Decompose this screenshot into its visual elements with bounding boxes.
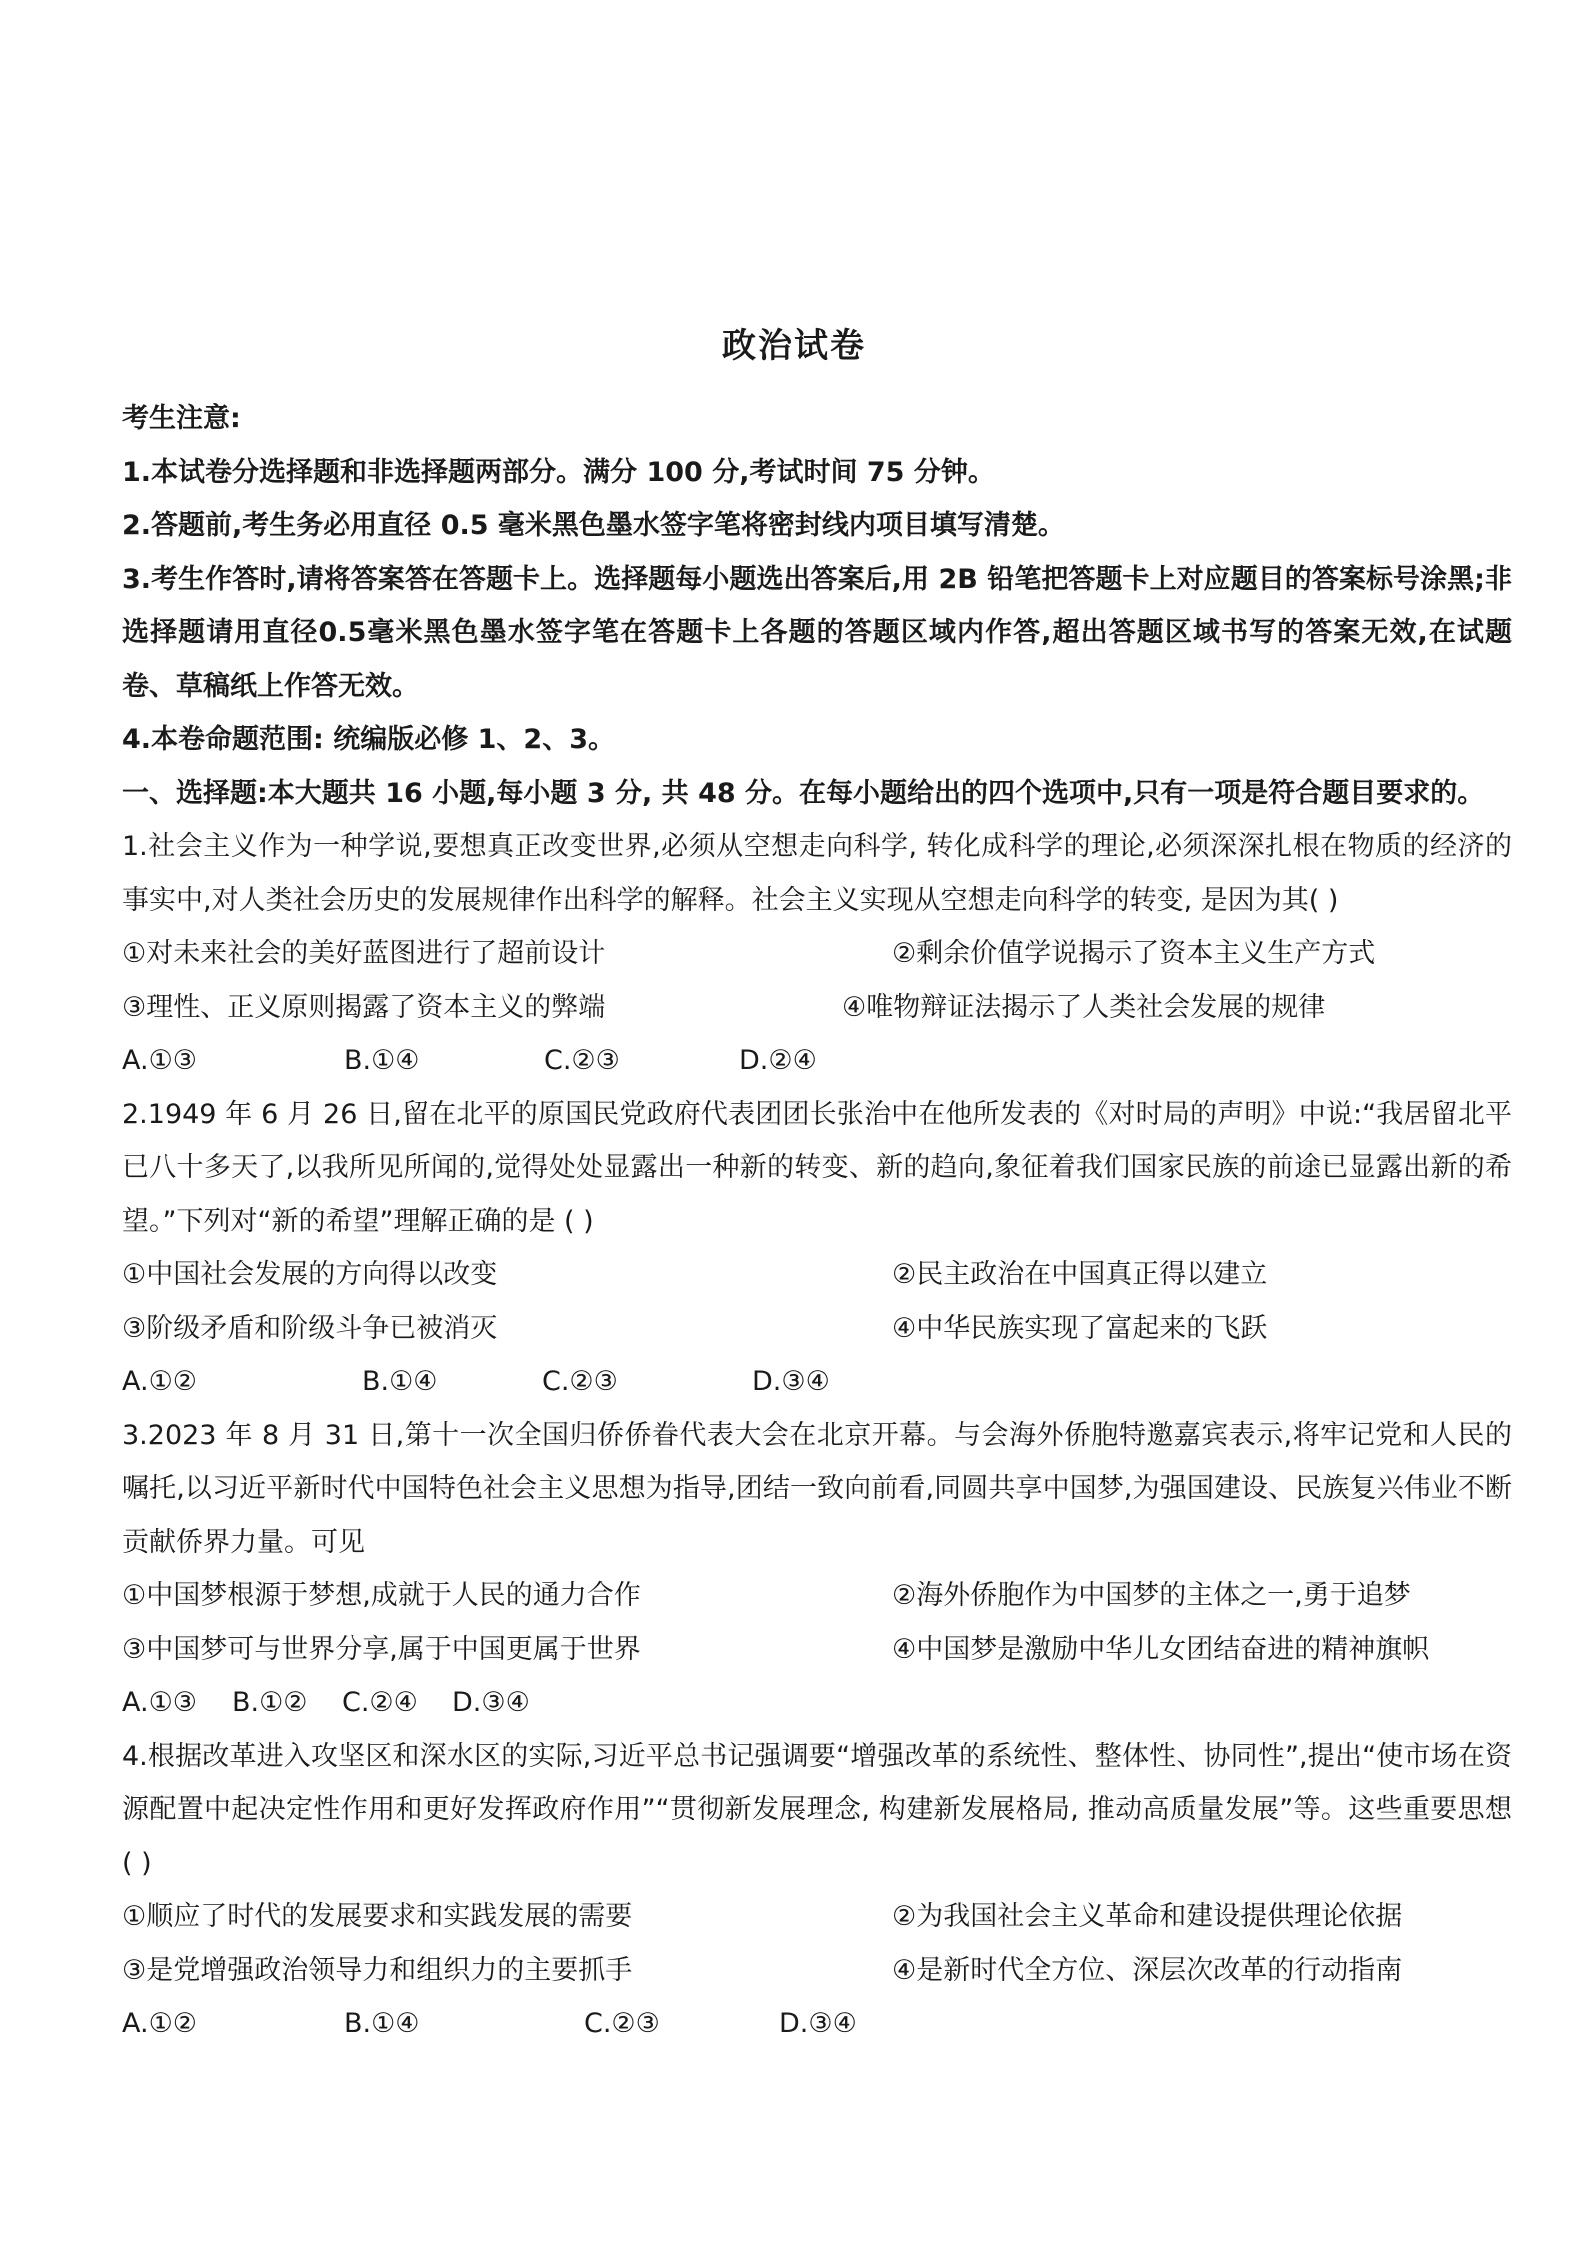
- option-text: ②民主政治在中国真正得以建立: [892, 1259, 1268, 1290]
- answer-choices: [122, 1997, 1512, 2051]
- option-text: ③中国梦可与世界分享,属于中国更属于世界: [122, 1633, 641, 1665]
- notice-item: 2.答题前,考生务必用直径 0.5 毫米黑色墨水签字笔将密封线内项目填写清楚。: [122, 510, 1065, 541]
- option-text: ④唯物辩证法揭示了人类社会发展的规律: [842, 991, 1326, 1023]
- question-stem: 4.根据改革进入攻坚区和深水区的实际,习近平总书记强调要“增强改革的系统性、整体性、协同性”,提出“使市场在资源配置中起决定性作用和更好发挥政府作用”“贯彻新发展理念, 构建新发展格局, 推动高质量发展”等。这些重要思想 ( ): [122, 1740, 1512, 1879]
- page-title: 政治试卷: [722, 326, 866, 366]
- answer-choices: [122, 1355, 1512, 1409]
- option-row: [122, 1623, 1512, 1677]
- option-text: ③是党增强政治领导力和组织力的主要抓手: [122, 1954, 633, 1986]
- question-stem: 3.2023 年 8 月 31 日,第十一次全国归侨侨眷代表大会在北京开幕。与会海外侨胞特邀嘉宾表示,将牢记党和人民的嘱托,以习近平新时代中国特色社会主义思想为指导,团结一致向前看,同圆共享中国梦,为强国建设、民族复兴伟业不断贡献侨界力量。可见: [122, 1419, 1512, 1558]
- answer-choice-c[interactable]: C.②③: [542, 1366, 618, 1397]
- question-2: [122, 1088, 1512, 1409]
- option-row: [122, 1302, 1512, 1356]
- option-text: ④中华民族实现了富起来的飞跃: [892, 1312, 1268, 1344]
- answer-choice-a[interactable]: A.①②: [122, 1366, 197, 1397]
- notice-item: 1.本试卷分选择题和非选择题两部分。满分 100 分,考试时间 75 分钟。: [122, 456, 995, 488]
- option-text: ②为我国社会主义革命和建设提供理论依据: [892, 1901, 1403, 1932]
- question-stem: 1.社会主义作为一种学说,要想真正改变世界,必须从空想走向科学, 转化成科学的理论,必须深深扎根在物质的经济的事实中,对人类社会历史的发展规律作出科学的解释。社会主义实现从空想走向科学的转变, 是因为其( ): [122, 831, 1512, 916]
- option-text: ④中国梦是激励中华儿女团结奋进的精神旗帜: [892, 1633, 1430, 1665]
- option-text: ②海外侨胞作为中国梦的主体之一,勇于追梦: [892, 1580, 1411, 1611]
- answer-choice-d[interactable]: D.③④: [779, 2008, 857, 2039]
- answer-choice-b[interactable]: B.①④: [344, 1045, 420, 1076]
- notice-block: [122, 392, 1512, 767]
- answer-choice-a[interactable]: A.①②: [122, 2008, 197, 2039]
- answer-choice-d[interactable]: D.③④: [452, 1687, 530, 1718]
- answer-choice-d[interactable]: D.③④: [752, 1366, 830, 1397]
- option-row: [122, 981, 1512, 1035]
- option-row: [122, 927, 1512, 981]
- option-row: [122, 1890, 1512, 1944]
- option-row: [122, 1944, 1512, 1998]
- question-3: [122, 1409, 1512, 1730]
- answer-choice-b[interactable]: B.①④: [362, 1366, 438, 1397]
- exam-content: [122, 340, 1512, 2051]
- option-text: ②剩余价值学说揭示了资本主义生产方式: [892, 938, 1376, 969]
- question-stem: 2.1949 年 6 月 26 日,留在北平的原国民党政府代表团团长张治中在他所发表的《对时局的声明》中说:“我居留北平已八十多天了,以我所见所闻的,觉得处处显露出一种新的转变、新的趋向,象征着我们国家民族的前途已显露出新的希望。”下列对“新的希望”理解正确的是 ( ): [122, 1098, 1512, 1237]
- answer-choice-b[interactable]: B.①②: [232, 1687, 308, 1718]
- answer-choices: [122, 1034, 1512, 1088]
- answer-choice-c[interactable]: C.②③: [584, 2008, 660, 2039]
- question-4: [122, 1730, 1512, 2051]
- option-row: [122, 1569, 1512, 1623]
- section-heading: 一、选择题:本大题共 16 小题,每小题 3 分, 共 48 分。在每小题给出的四个选项中,只有一项是符合题目要求的。: [122, 777, 1485, 809]
- notice-item: 4.本卷命题范围: 统编版必修 1、2、3。: [122, 724, 615, 755]
- answer-choice-a[interactable]: A.①③: [122, 1045, 197, 1076]
- option-text: ④是新时代全方位、深层次改革的行动指南: [892, 1954, 1403, 1986]
- notice-item: 3.考生作答时,请将答案答在答题卡上。选择题每小题选出答案后,用 2B 铅笔把答题卡上对应题目的答案标号涂黑;非选择题请用直径0.5毫米黑色墨水签字笔在答题卡上各题的答题区域内作答,超出答题区域书写的答案无效,在试题卷、草稿纸上作答无效。: [122, 563, 1512, 702]
- option-text: ①中国社会发展的方向得以改变: [122, 1259, 498, 1290]
- answer-choices: [122, 1676, 1512, 1730]
- question-1: [122, 820, 1512, 1088]
- answer-choice-a[interactable]: A.①③: [122, 1687, 197, 1718]
- option-text: ③理性、正义原则揭露了资本主义的弊端: [122, 991, 606, 1023]
- notice-heading: 考生注意:: [122, 403, 241, 434]
- answer-choice-c[interactable]: C.②③: [544, 1045, 620, 1076]
- answer-choice-d[interactable]: D.②④: [739, 1045, 817, 1076]
- answer-choice-b[interactable]: B.①④: [344, 2008, 420, 2039]
- option-row: [122, 1248, 1512, 1302]
- option-text: ①中国梦根源于梦想,成就于人民的通力合作: [122, 1580, 641, 1611]
- option-text: ①顺应了时代的发展要求和实践发展的需要: [122, 1901, 633, 1932]
- option-text: ③阶级矛盾和阶级斗争已被消灭: [122, 1312, 498, 1344]
- option-text: ①对未来社会的美好蓝图进行了超前设计: [122, 938, 606, 969]
- answer-choice-c[interactable]: C.②④: [342, 1687, 418, 1718]
